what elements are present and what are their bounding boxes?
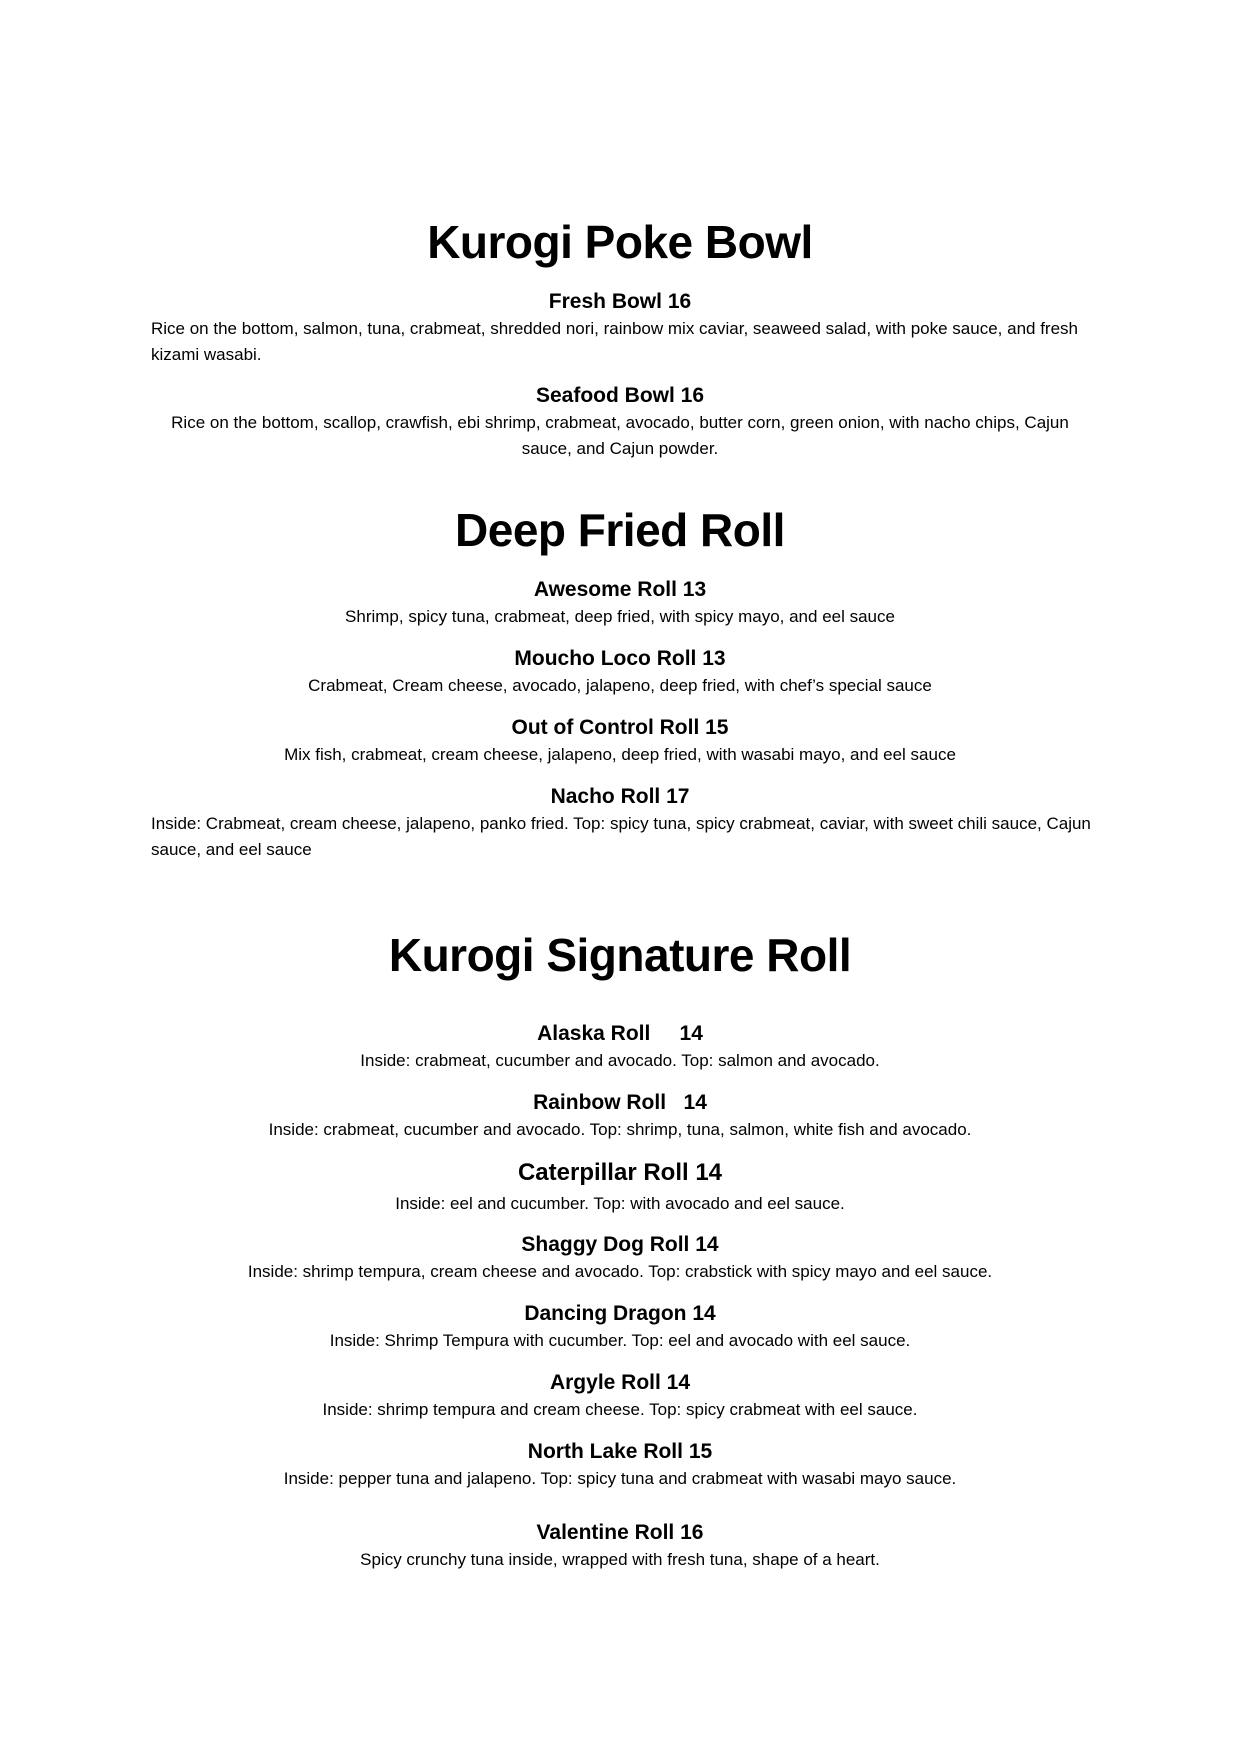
- menu-item-name: Nacho Roll 17: [550, 785, 690, 808]
- menu-item-description: Shrimp, spicy tuna, crabmeat, deep fried, with spicy mayo, and eel sauce: [345, 607, 895, 626]
- section-title-deep-fried-roll: Deep Fried Roll: [455, 504, 785, 556]
- menu-item-description: Inside: crabmeat, cucumber and avocado. Top: salmon and avocado.: [360, 1051, 880, 1070]
- menu-item-description: Inside: eel and cucumber. Top: with avocado and eel sauce.: [395, 1194, 845, 1213]
- menu-item-description: Inside: Crabmeat, cream cheese, jalapeno, panko fried. Top: spicy tuna, spicy crabmeat, caviar, with sweet chili sauce, Cajun sauce, and eel sauce: [151, 814, 1091, 859]
- menu-item-name: Rainbow Roll 14: [533, 1091, 707, 1114]
- menu-item-name: Caterpillar Roll 14: [517, 1159, 723, 1186]
- menu-item-description: Crabmeat, Cream cheese, avocado, jalapeno, deep fried, with chef’s special sauce: [308, 676, 932, 695]
- menu-item-name: Moucho Loco Roll 13: [514, 647, 726, 670]
- menu-item-description: Rice on the bottom, salmon, tuna, crabmeat, shredded nori, rainbow mix caviar, seaweed salad, with poke sauce, and fresh kizami wasabi.: [151, 319, 1078, 364]
- menu-item-name: Argyle Roll 14: [549, 1371, 691, 1394]
- menu-item-description: Mix fish, crabmeat, cream cheese, jalapeno, deep fried, with wasabi mayo, and eel sauce: [284, 745, 956, 764]
- section-title-signature-roll: Kurogi Signature Roll: [388, 929, 852, 981]
- menu-item-description: Inside: crabmeat, cucumber and avocado. Top: shrimp, tuna, salmon, white fish and avocado.: [268, 1120, 972, 1139]
- menu-item-name: Dancing Dragon 14: [524, 1302, 716, 1325]
- menu-item-description: Rice on the bottom, scallop, crawfish, ebi shrimp, crabmeat, avocado, butter corn, green onion, with nacho chips, Cajun sauce, and Cajun powder.: [171, 413, 1069, 458]
- menu-item-name: Alaska Roll 14: [537, 1022, 703, 1045]
- menu-item-description: Inside: shrimp tempura, cream cheese and avocado. Top: crabstick with spicy mayo and eel sauce.: [247, 1262, 993, 1281]
- menu-item-name: Shaggy Dog Roll 14: [521, 1233, 719, 1256]
- menu-item-name: Fresh Bowl 16: [548, 290, 692, 313]
- menu-item-name: Seafood Bowl 16: [535, 384, 705, 407]
- menu-item-description: Inside: pepper tuna and jalapeno. Top: spicy tuna and crabmeat with wasabi mayo sauce.: [283, 1469, 957, 1488]
- menu-item-description: Inside: Shrimp Tempura with cucumber. Top: eel and avocado with eel sauce.: [329, 1331, 911, 1350]
- section-title-poke-bowl: Kurogi Poke Bowl: [427, 216, 813, 268]
- menu-item-name: Awesome Roll 13: [533, 578, 707, 601]
- menu-item-name: North Lake Roll 15: [527, 1440, 713, 1463]
- menu-item-description: Spicy crunchy tuna inside, wrapped with fresh tuna, shape of a heart.: [360, 1550, 880, 1569]
- menu-item-name: Valentine Roll 16: [536, 1521, 704, 1544]
- menu-item-description: Inside: shrimp tempura and cream cheese. Top: spicy crabmeat with eel sauce.: [322, 1400, 918, 1419]
- menu-item-name: Out of Control Roll 15: [511, 716, 729, 739]
